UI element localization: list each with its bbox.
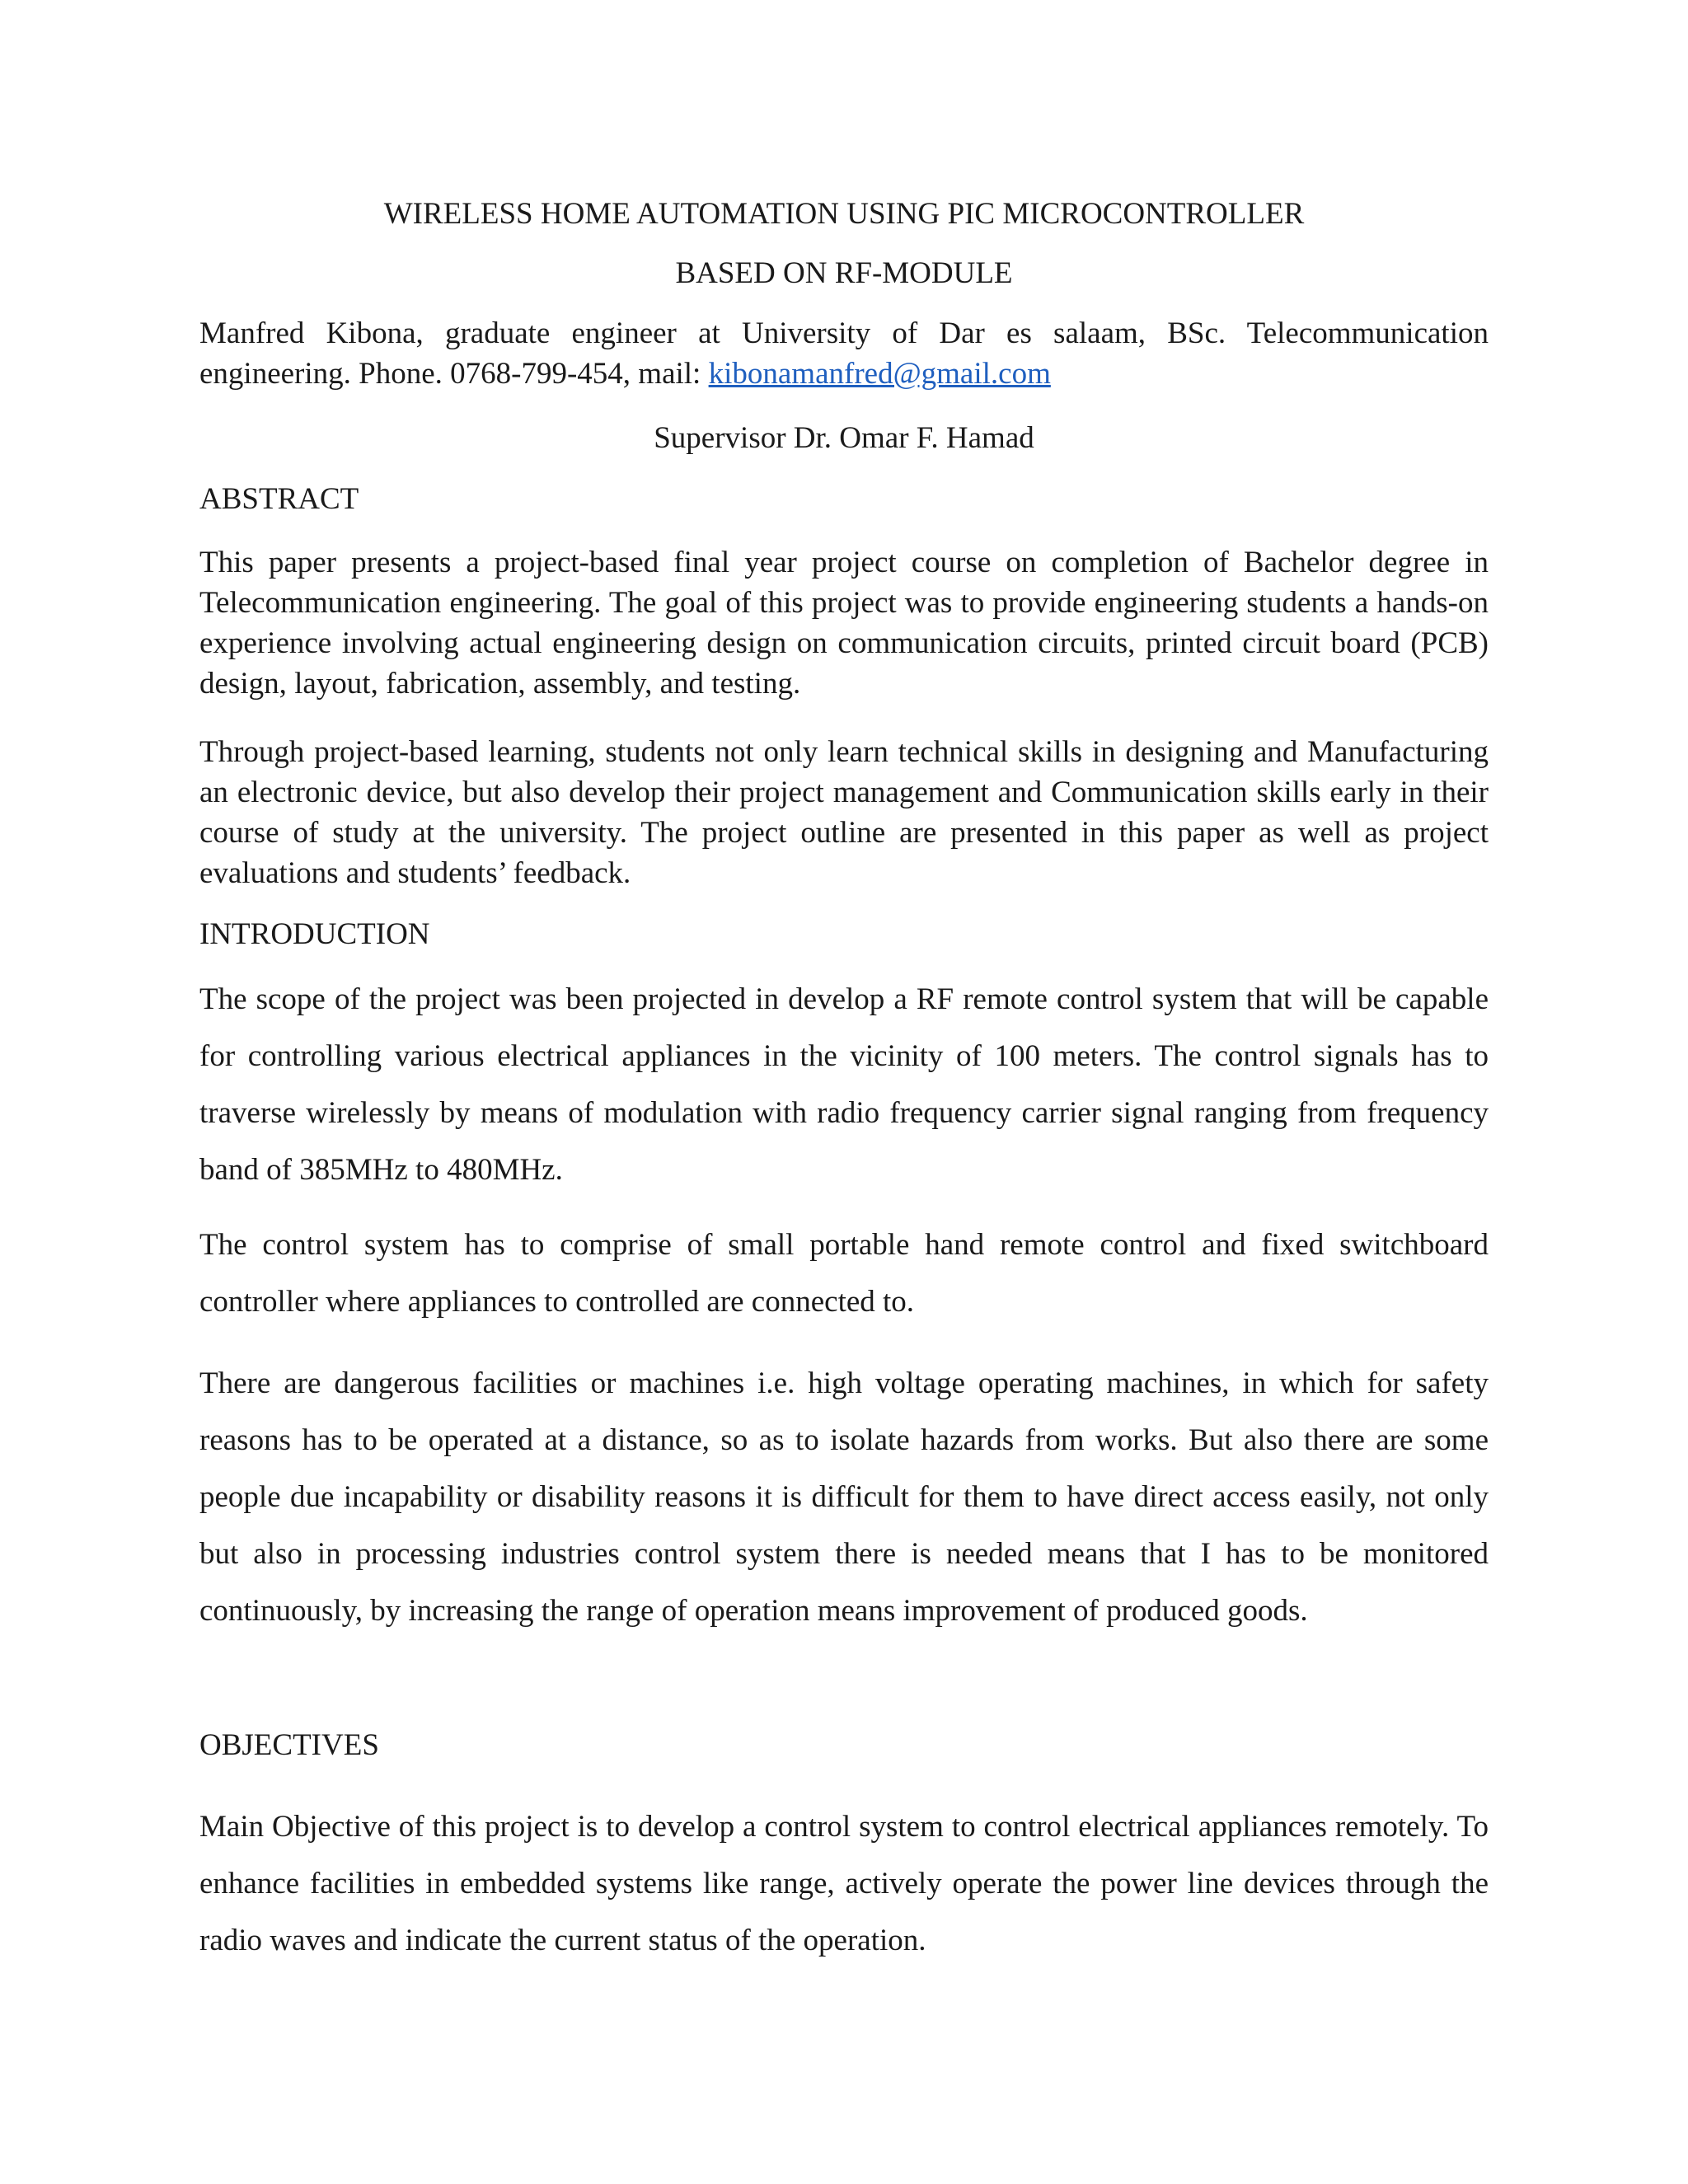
title-line-2: BASED ON RF-MODULE bbox=[675, 256, 1013, 290]
introduction-paragraph-3: There are dangerous facilities or machines i.e. high voltage operating machines, in which for safety reasons has to be operated at a distance, so as to isolate hazards from works. But also there are some people due incapability or disability reasons it is difficult for them to have direct access easily, not only but also in processing industries control system there is needed means that I has to be monitored continuously, by increasing the range of operation means improvement of produced goods. bbox=[199, 1366, 1489, 1628]
author-email-link[interactable]: kibonamanfred@gmail.com bbox=[708, 357, 1051, 391]
title-line-1: WIRELESS HOME AUTOMATION USING PIC MICROCONTROLLER bbox=[383, 197, 1305, 231]
abstract-paragraph-2: Through project-based learning, students not only learn technical skills in designing and Manufacturing an electronic device, but also develop their project management and Communication skills early in their course of study at the university. The project outline are presented in this paper as well as project evaluations and students’ feedback. bbox=[199, 735, 1489, 890]
supervisor-line: Supervisor Dr. Omar F. Hamad bbox=[654, 421, 1034, 455]
author-text: Manfred Kibona, graduate engineer at University of Dar es salaam, BSc. Telecommunication engineering. Phone. 0768-799-454, mail: bbox=[199, 316, 1489, 391]
introduction-paragraph-2: The control system has to comprise of small portable hand remote control and fixed switchboard controller where appliances to controlled are connected to. bbox=[199, 1228, 1489, 1319]
objectives-paragraph-1: Main Objective of this project is to develop a control system to control electrical appliances remotely. To enhance facilities in embedded systems like range, actively operate the power line devices through the radio waves and indicate the current status of the operation. bbox=[199, 1810, 1489, 1957]
introduction-heading: INTRODUCTION bbox=[199, 917, 430, 951]
objectives-heading: OBJECTIVES bbox=[199, 1728, 379, 1762]
introduction-paragraph-1: The scope of the project was been projected in develop a RF remote control system that will be capable for controlling various electrical appliances in the vicinity of 100 meters. The control signals has to traverse wirelessly by means of modulation with radio frequency carrier signal ranging from frequency band of 385MHz to 480MHz. bbox=[199, 982, 1489, 1187]
abstract-heading: ABSTRACT bbox=[199, 482, 359, 516]
author-info bbox=[199, 313, 1489, 394]
abstract-paragraph-1: This paper presents a project-based final year project course on completion of Bachelor degree in Telecommunication engineering. The goal of this project was to provide engineering students a hands-on experience involving actual engineering design on communication circuits, printed circuit board (PCB) design, layout, fabrication, assembly, and testing. bbox=[199, 546, 1489, 701]
